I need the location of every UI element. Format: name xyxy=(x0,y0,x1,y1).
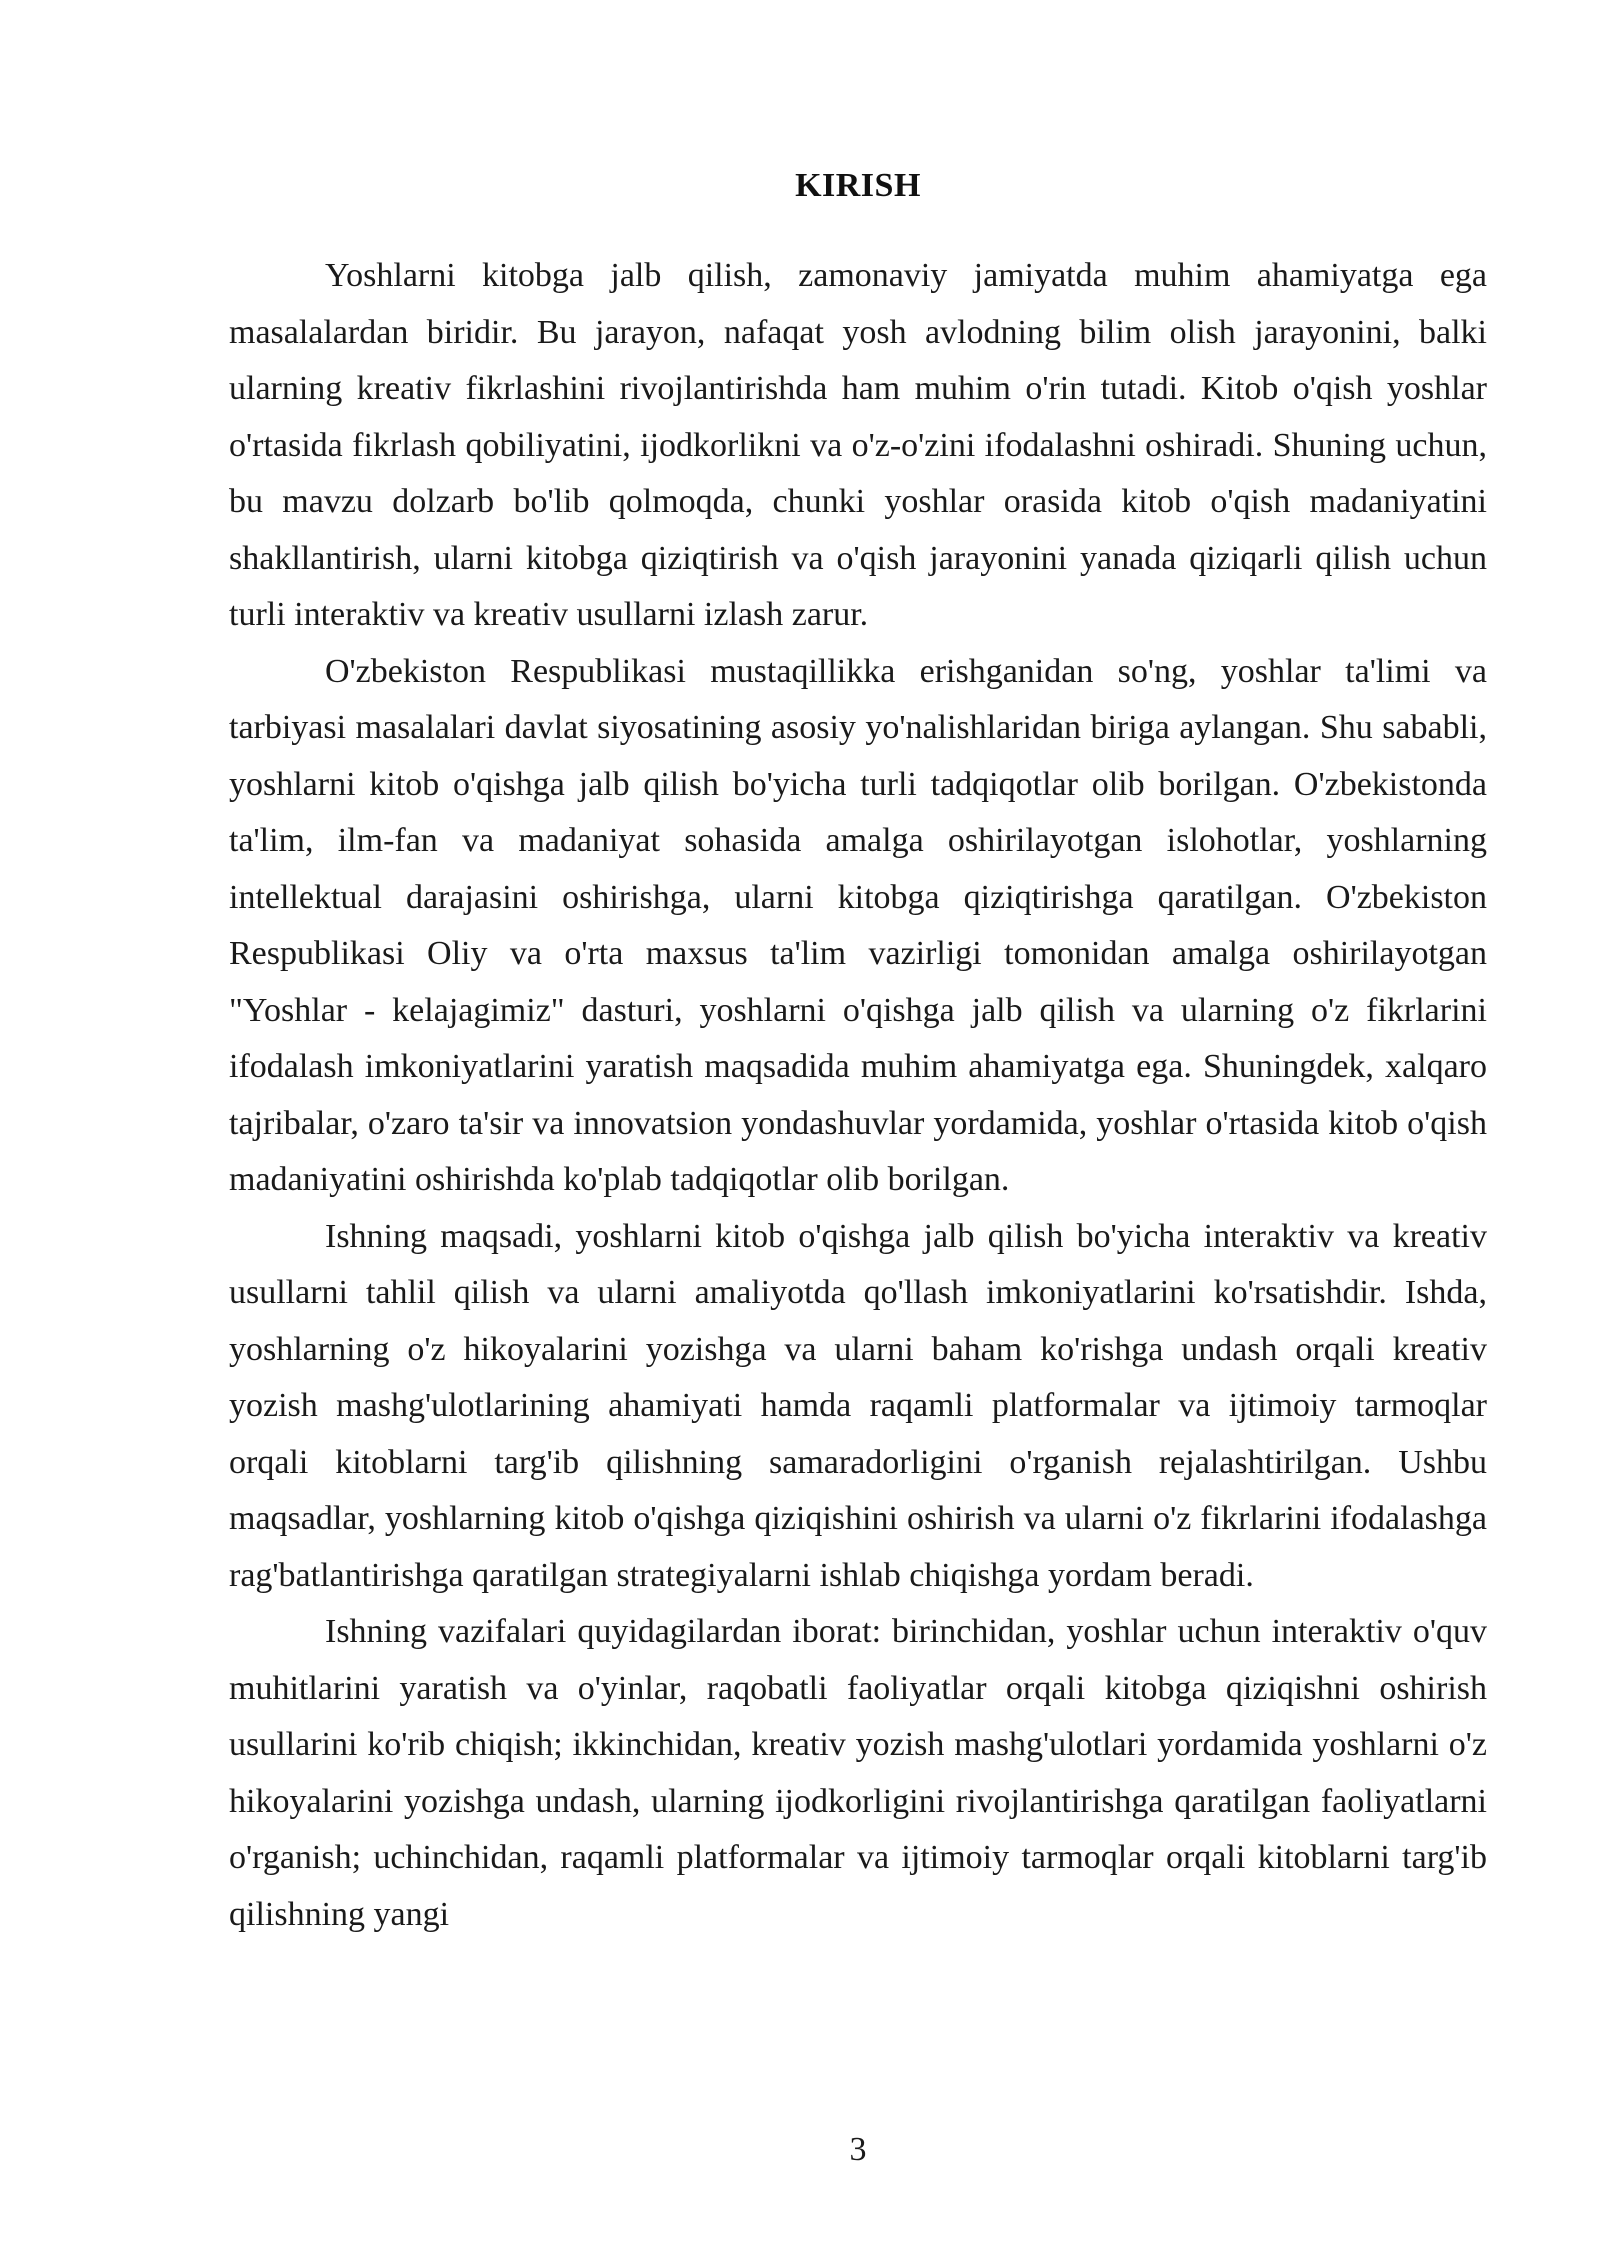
paragraph-tasks: Ishning vazifalari quyidagilardan iborat: birinchidan, yoshlar uchun interaktiv o'quv muhitlarini yaratish va o'yinlar, raqobatli faoliyatlar orqali kitobga qiziqishni oshirish usullarini ko'rib chiqish; ikkinchidan, kreativ yozish mashg'ulotlari yordamida yoshlarni o'z hikoyalarini yozishga undash, ularning ijodkorligini rivojlantirishga qaratilgan faoliyatlarni o'rganish; uchinchidan, raqamli platformalar va ijtimoiy tarmoqlar orqali kitoblarni targ'ib qilishning yangi xyxy=(229,1613,1487,1933)
section-heading: KIRISH xyxy=(795,167,921,204)
paragraph-introduction: Yoshlarni kitobga jalb qilish, zamonaviy jamiyatda muhim ahamiyatga ega masalalardan biridir. Bu jarayon, nafaqat yosh avlodning bilim olish jarayonini, balki ularning kreativ fikrlashini rivojlantirishda ham muhim o'rin tutadi. Kitob o'qish yoshlar o'rtasida fikrlash qobiliyatini, ijodkorlikni va o'z-o'zini ifodalashni oshiradi. Shuning uchun, bu mavzu dolzarb bo'lib qolmoqda, chunki yoshlar orasida kitob o'qish madaniyatini shakllantirish, ularni kitobga qiziqtirish va o'qish jarayonini yanada qiziqarli qilish uchun turli interaktiv va kreativ usullarni izlash zarur. xyxy=(229,257,1487,633)
page-number: 3 xyxy=(849,2131,867,2168)
paragraph-background: O'zbekiston Respublikasi mustaqillikka erishganidan so'ng, yoshlar ta'limi va tarbiyasi masalalari davlat siyosatining asosiy yo'nalishlaridan biriga aylangan. Shu sababli, yoshlarni kitob o'qishga jalb qilish bo'yicha turli tadqiqotlar olib borilgan. O'zbekistonda ta'lim, ilm-fan va madaniyat sohasida amalga oshirilayotgan islohotlar, yoshlarning intellektual darajasini oshirishga, ularni kitobga qiziqtirishga qaratilgan. O'zbekiston Respublikasi Oliy va o'rta maxsus ta'lim vazirligi tomonidan amalga oshirilayotgan "Yoshlar - kelajagimiz" dasturi, yoshlarni o'qishga jalb qilish va ularning o'z fikrlarini ifodalash imkoniyatlarini yaratish maqsadida muhim ahamiyatga ega. Shuningdek, xalqaro tajribalar, o'zaro ta'sir va innovatsion yondashuvlar yordamida, yoshlar o'rtasida kitob o'qish madaniyatini oshirishda ko'plab tadqiqotlar olib borilgan. xyxy=(229,652,1487,1198)
body-text xyxy=(229,248,1487,1943)
paragraph-goal: Ishning maqsadi, yoshlarni kitob o'qishga jalb qilish bo'yicha interaktiv va kreativ usullarni tahlil qilish va ularni amaliyotda qo'llash imkoniyatlarini ko'rsatishdir. Ishda, yoshlarning o'z hikoyalarini yozishga va ularni baham ko'rishga undash orqali kreativ yozish mashg'ulotlarining ahamiyati hamda raqamli platformalar va ijtimoiy tarmoqlar orqali kitoblarni targ'ib qilishning samaradorligini o'rganish rejalashtirilgan. Ushbu maqsadlar, yoshlarning kitob o'qishga qiziqishini oshirish va ularni o'z fikrlarini ifodalashga rag'batlantirishga qaratilgan strategiyalarni ishlab chiqishga yordam beradi. xyxy=(229,1217,1487,1594)
